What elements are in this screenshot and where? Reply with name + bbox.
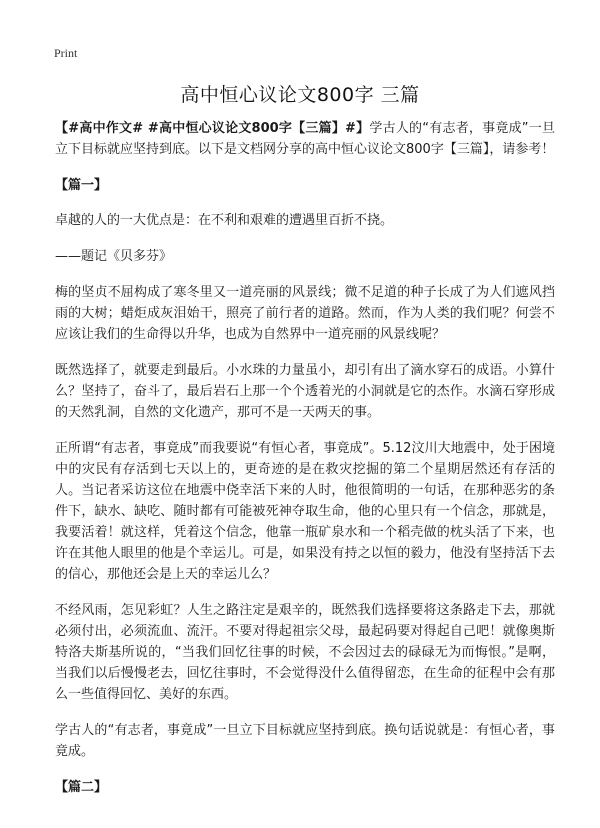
paragraph: 学古人的“有志者，事竟成”一旦立下目标就应坚持到底。换句话说就是：有恒心者，事竟成。 [55,723,555,759]
section-heading-2: 【篇二】 [55,780,108,795]
page-title: 高中恒心议论文800字 三篇 [180,84,420,106]
paragraph: 卓越的人的一大优点是：在不利和艰难的遭遇里百折不挠。 [55,213,394,228]
intro-tag: 【#高中作文# #高中恒心议论文800字【三篇】#】 [55,121,370,136]
epigraph-credit: ——题记《贝多芬》 [55,249,173,264]
intro-paragraph [55,118,555,160]
paragraph: 正所谓“有志者，事竟成”而我要说“有恒心者，事竟成”。5.12汶川大地震中，处于困境中的灾民有存活到七天以上的，更奇迹的是在救灾挖掘的第二个星期居然还有存活的人。当记者采访这位在地震中侥幸活下来的人时，他很简明的一句话，在那种恶劣的条件下，缺水、缺吃、随时都有可能被死神夺取生命，他的心里只有一个信念，那就是，我要活着！就这样，凭着这个信念，他靠一瓶矿泉水和一个稻壳做的枕头活了下来，也许在其他人眼里的他是个幸运儿。可是，如果没有持之以恒的毅力，他没有坚持活下去的信心，那他还会是上天的幸运儿么？ [55,441,555,582]
paragraph: 既然选择了，就要走到最后。小水珠的力量虽小，却引有出了滴水穿石的成语。小算什么？坚持了，奋斗了，最后岩石上那一个个透着光的小洞就是它的杰作。水滴石穿形成的天然乳洞，自然的文化遗产，那可不是一天两天的事。 [55,363,555,420]
paragraph: 梅的坚贞不屈构成了寒冬里又一道亮丽的风景线；微不足道的种子长成了为人们遮风挡雨的大树；蜡炬成灰泪始干，照亮了前行者的道路。然而，作为人类的我们呢？何尝不应该让我们的生命得以升华，也成为自然界中一道亮丽的风景线呢？ [55,285,555,342]
intro-text: 学古人的“有志者，事竟成”一旦立下目标就应坚持到底。以下是文档网分享的高中恒心议论文800字【三篇】，请参考！ [55,121,555,157]
section-heading-1: 【篇一】 [55,178,108,193]
article-body [55,118,555,812]
paragraph: 不经风雨，怎见彩虹？人生之路注定是艰辛的，既然我们选择要将这条路走下去，那就必须付出，必须流血、流汗。不要对得起祖宗父母，最起码要对得起自己吧！就像奥斯特洛夫斯基所说的，“当我们回忆往事的时候，不会因过去的碌碌无为而悔恨。”是啊，当我们以后慢慢老去，回忆往事时，不会觉得没什么值得留恋，在生命的征程中会有那么一些值得回忆、美好的东西。 [55,603,555,702]
print-link[interactable]: Print [54,46,78,60]
